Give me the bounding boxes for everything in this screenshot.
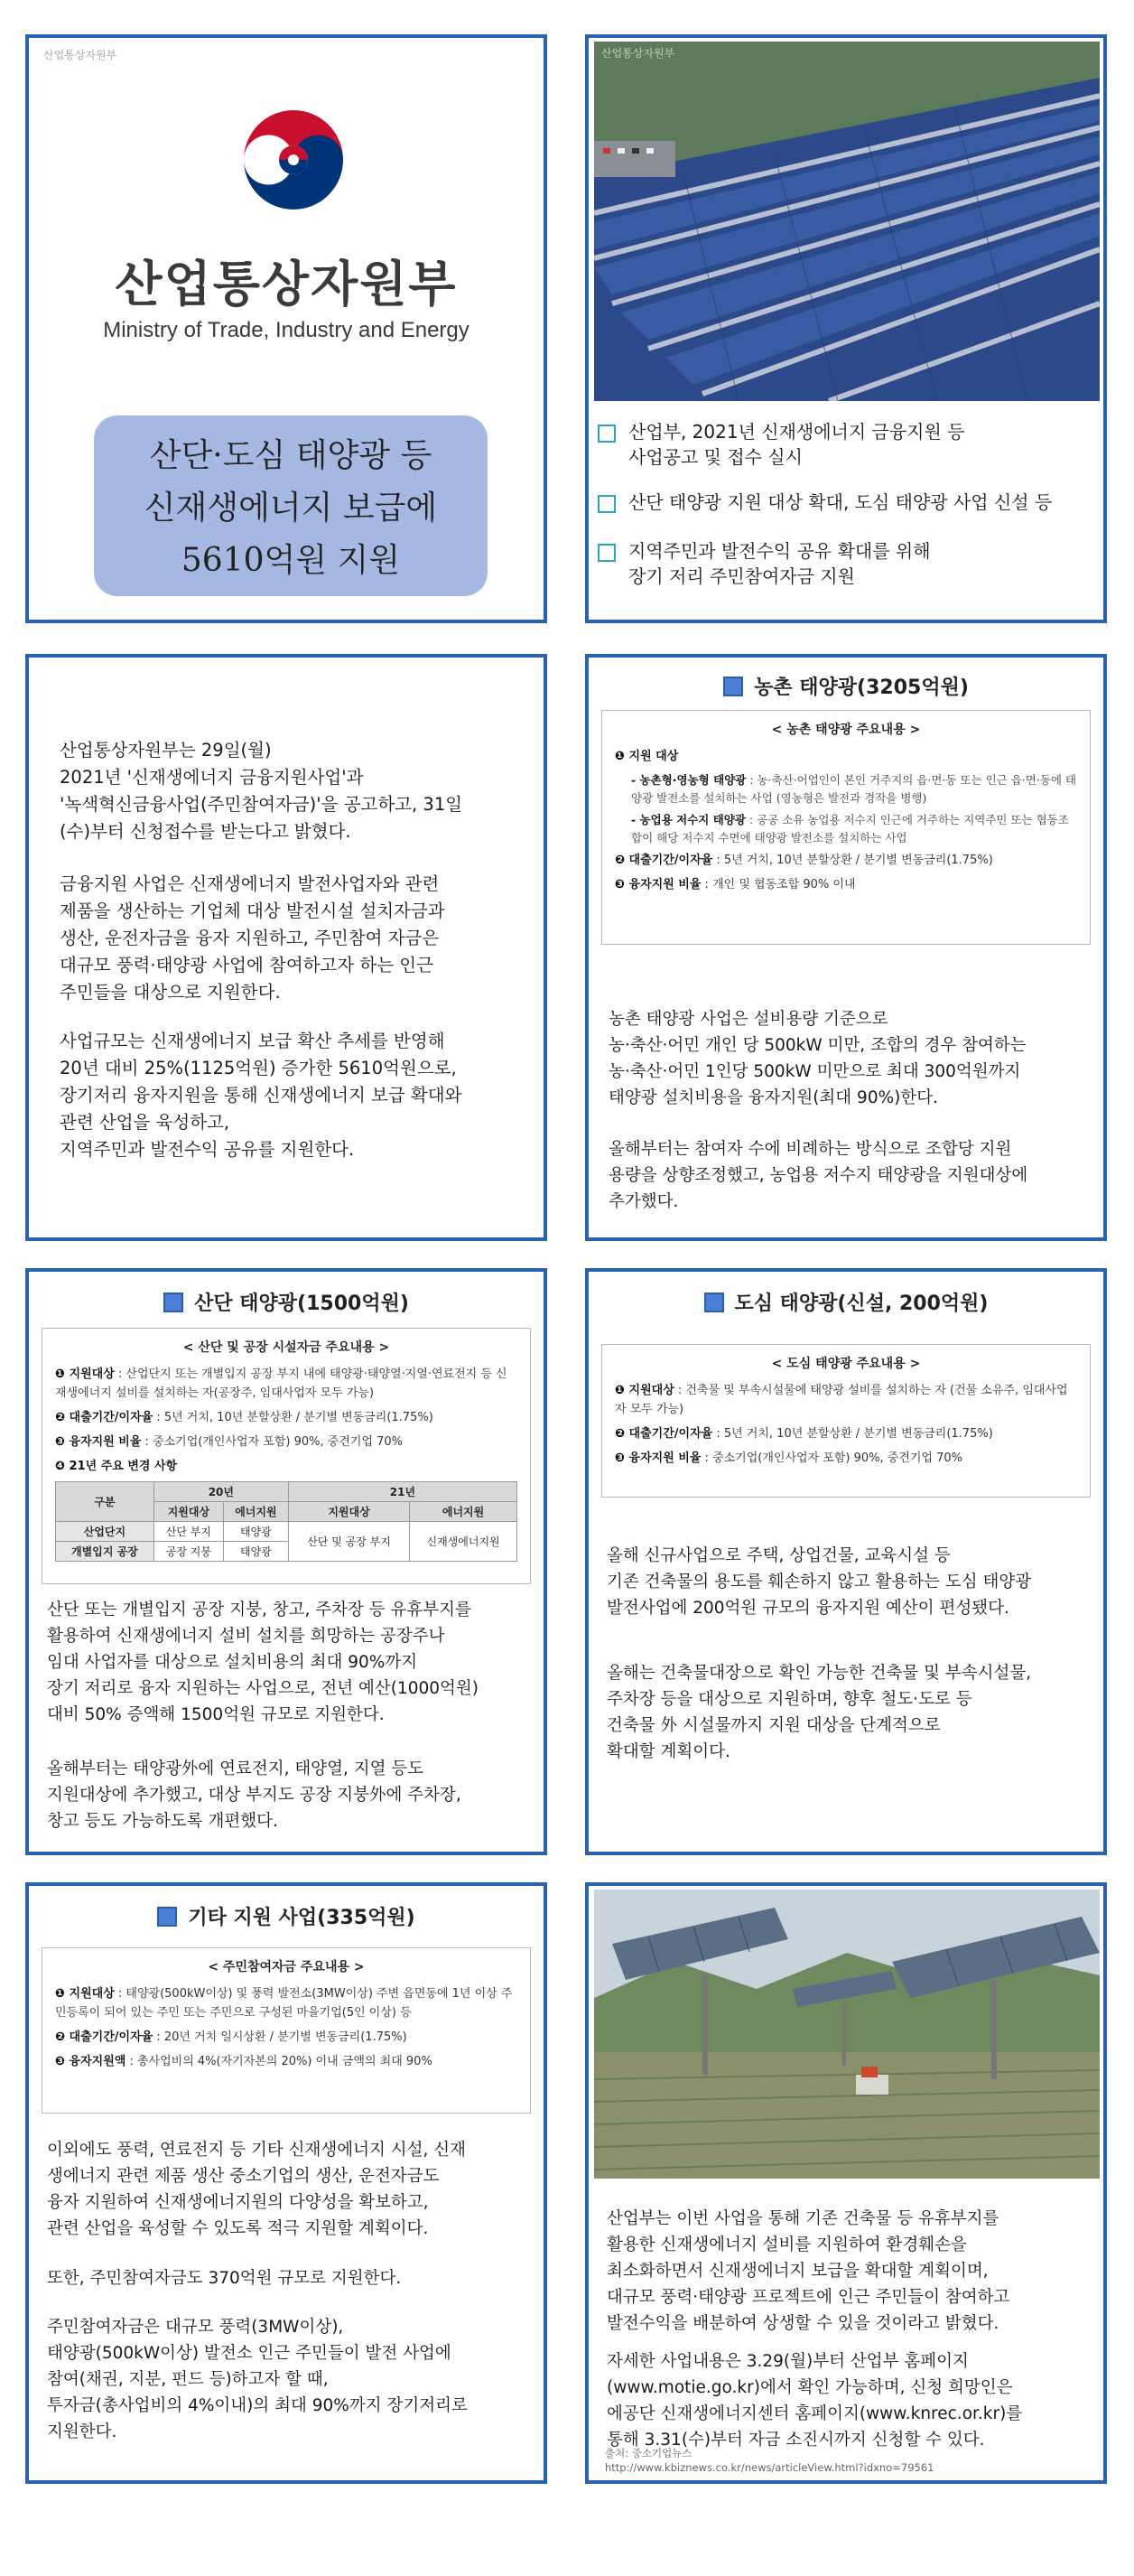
intro-paragraph-2: 금융지원 사업은 신재생에너지 발전사업자와 관련 제품을 생산하는 기업체 대상 발전시설 설치자금과 생산, 운전자금을 융자 지원하고, 주민참여 자금은 대규모 풍력·태양광 사업에 참여하고자 하는 인근 주민들을 대상으로 지원한다. xyxy=(60,873,445,1003)
industrial-section-title: 산단 태양광(1500억원) xyxy=(29,1288,544,1316)
other-paragraph-2: 또한, 주민참여자금도 370억원 규모로 지원한다. xyxy=(47,2269,402,2288)
rural-row-2: ❷ 대출기간/이자율 : 5년 거치, 10년 분할상환 / 분기별 변동금리(1.75%) xyxy=(615,854,993,867)
industrial-solar-card xyxy=(25,1268,547,1855)
source-url: http://www.kbiznews.co.kr/news/articleView.html?idxno=79561 xyxy=(605,2461,934,2474)
summary-bullet-1: 산업부, 2021년 신재생에너지 금융지원 등 사업공고 및 접수 실시 xyxy=(598,419,965,470)
industrial-changes-table: 구분 20년 21년 지원대상 에너지원 지원대상 에너지원 산업단지 산단 부지 태양광 산단 및 공장 부지 신재생에너지원 개별입지 공장 공장 지붕 태양광 xyxy=(55,1481,517,1562)
other-info-box xyxy=(42,1947,531,2114)
cover-tag: 산업통상자원부 xyxy=(43,49,117,61)
closing-paragraph-2: 자세한 사업내용은 3.29(월)부터 산업부 홈페이지 (www.motie.go.kr)에서 확인 가능하며, 신청 희망인은 에공단 신재생에너지센터 홈페이지(www.knrec.or.kr)를 통해 3.31(수)부터 자금 소진시까지 신청할 수 있다. xyxy=(607,2352,1023,2450)
headline-box xyxy=(94,415,488,596)
headline-line-1: 산단·도심 태양광 등 xyxy=(149,437,432,474)
other-section-title: 기타 지원 사업(335억원) xyxy=(29,1902,544,1930)
cover-card xyxy=(25,34,547,623)
rural-section-title: 농촌 태양광(3205억원) xyxy=(589,672,1103,700)
summary-bullet-2: 산단 태양광 지원 대상 확대, 도심 태양광 사업 신설 등 xyxy=(598,490,1052,515)
industrial-box-title: < 산단 및 공장 시설자금 주요내용 > xyxy=(182,1340,390,1355)
intro-paragraph-1: 산업통상자원부는 29일(월) 2021년 '신재생에너지 금융지원사업'과 '녹색혁신금융사업(주민참여자금)'을 공고하고, 31일 (수)부터 신청접수를 받는다고 밝혔다. xyxy=(60,740,463,842)
checkbox-square-icon xyxy=(598,544,616,562)
summary-bullet-3: 지역주민과 발전수익 공유 확대를 위해 장기 저리 주민참여자금 지원 xyxy=(598,538,931,589)
rural-box-title: < 농촌 태양광 주요내용 > xyxy=(771,723,921,737)
industrial-row-3: ❸ 융자지원 비율 : 중소기업(개인사업자 포함) 90%, 중견기업 70% xyxy=(55,1435,404,1449)
blue-square-icon xyxy=(157,1907,177,1927)
closing-card xyxy=(585,1882,1107,2484)
other-box-title: < 주민참여자금 주요내용 > xyxy=(208,1960,365,1974)
intro-paragraph-3: 사업규모는 신재생에너지 보급 확산 추세를 반영해 20년 대비 25%(1125억원) 증가한 5610억원으로, 장기저리 융자지원을 통해 신재생에너지 보급 확대와 관련 산업을 육성하고, 지역주민과 발전수익 공유를 지원한다. xyxy=(60,1031,462,1160)
urban-row-2: ❷ 대출기간/이자율 : 5년 거치, 10년 분할상환 / 분기별 변동금리(1.75%) xyxy=(615,1427,993,1441)
other-paragraph-1: 이외에도 풍력, 연료전지 등 기타 신재생에너지 시설, 신재 생에너지 관련 제품 생산 중소기업의 생산, 운전자금도 융자 지원하여 신재생에너지원의 다양성을 확보하고, 관련 산업을 육성할 수 있도록 적극 지원할 계획이다. xyxy=(47,2141,466,2238)
urban-row-1: ❶ 지원대상 : 건축물 및 부속시설물에 태양광 설비를 설치하는 자 (건물 소유주, 임대사업자 모두 가능) xyxy=(615,1384,1068,1416)
rural-solar-card xyxy=(585,654,1107,1241)
summary-card xyxy=(585,34,1107,623)
urban-paragraph-2: 올해는 건축물대장으로 확인 가능한 건축물 및 부속시설물, 주차장 등을 대상으로 지원하며, 향후 철도·도로 등 건축물 外 시설물까지 지원 대상을 단계적으로 확대할 계획이다. xyxy=(607,1664,1032,1761)
rural-paragraph-2: 올해부터는 참여자 수에 비례하는 방식으로 조합당 지원 용량을 상향조정했고, 농업용 저수지 태양광을 지원대상에 추가했다. xyxy=(609,1140,1028,1211)
urban-box-title: < 도심 태양광 주요내용 > xyxy=(771,1357,921,1371)
industrial-paragraph-1: 산단 또는 개별입지 공장 지붕, 창고, 주차장 등 유휴부지를 활용하여 신재생에너지 설비 설치를 희망하는 공장주나 임대 사업자를 대상으로 설치비용의 최대 90%까지 장기 저리로 융자 지원하는 사업으로, 전년 예산(1000억원) 대비 50% 증액해 1500억원 규모로 지원한다. xyxy=(47,1601,479,1724)
industrial-paragraph-2: 올해부터는 태양광外에 연료전지, 태양열, 지열 등도 지원대상에 추가했고, 대상 부지도 공장 지붕外에 주차장, 창고 등도 가능하도록 개편했다. xyxy=(47,1759,461,1831)
urban-section-title: 도심 태양광(신설, 200억원) xyxy=(589,1288,1103,1316)
other-row-2: ❷ 대출기간/이자율 : 20년 거치 일시상환 / 분기별 변동금리(1.75%) xyxy=(55,2030,407,2044)
blue-square-icon xyxy=(723,677,743,696)
industrial-row-1: ❶ 지원대상 : 산업단지 또는 개별입지 공장 부지 내에 태양광·태양열·지열·연료전지 등 신재생에너지 설비를 설치하는 자(공장주, 임대사업자 모두 가능) xyxy=(55,1367,507,1400)
blue-square-icon xyxy=(163,1293,183,1312)
closing-paragraph-1: 산업부는 이번 사업을 통해 기존 건축물 등 유휴부지를 활용한 신재생에너지 설비를 지원하여 환경훼손을 최소화하면서 신재생에너지 보급을 확대할 계획이며, 대규모 풍력·태양광 프로젝트에 인근 주민들이 참여하고 발전수익을 배분하여 상생할 수 있을 것이라고 밝혔다. xyxy=(607,2209,1010,2333)
urban-solar-card xyxy=(585,1268,1107,1855)
industrial-row-4: ❹ 21년 주요 변경 사항 xyxy=(55,1460,178,1473)
headline-line-3: 5610억원 지원 xyxy=(181,542,401,579)
agrivoltaic-field-photo xyxy=(594,1890,1100,2179)
other-support-card xyxy=(25,1882,547,2484)
other-row-3: ❸ 융자지원액 : 총사업비의 4%(자기자본의 20%) 이내 금액의 최대 90% xyxy=(55,2055,432,2068)
checkbox-square-icon xyxy=(598,495,616,513)
blue-square-icon xyxy=(704,1293,724,1312)
industrial-row-2: ❷ 대출기간/이자율 : 5년 거치, 10년 분할상환 / 분기별 변동금리(1.75%) xyxy=(55,1411,433,1424)
source-label: 출처: 중소기업뉴스 xyxy=(605,2447,692,2459)
headline-line-2: 신재생에너지 보급에 xyxy=(144,490,438,527)
intro-card xyxy=(25,654,547,1241)
rural-info-box xyxy=(601,710,1091,945)
ministry-name-english: Ministry of Trade, Industry and Energy xyxy=(103,318,469,342)
rural-row-3: ❸ 융자지원 비율 : 개인 및 협동조합 90% 이내 xyxy=(615,878,856,891)
industrial-info-box xyxy=(42,1328,531,1584)
taeguk-logo-icon xyxy=(226,92,361,228)
rural-row-1-sub-2: - 농업용 저수지 태양광 : 공공 소유 농업용 저수지 인근에 거주하는 지역주민 또는 협동조합이 해당 저수지 수면에 태양광 발전소를 설치하는 사업 xyxy=(631,813,1069,845)
photo-caption: 산업통상자원부 xyxy=(601,47,675,60)
urban-paragraph-1: 올해 신규사업으로 주택, 상업건물, 교육시설 등 기존 건축물의 용도를 훼손하지 않고 활용하는 도심 태양광 발전사업에 200억원 규모의 융자지원 예산이 편성됐다. xyxy=(607,1546,1032,1618)
other-row-1: ❶ 지원대상 : 태양광(500kW이상) 및 풍력 발전소(3MW이상) 주변 읍면동에 1년 이상 주민등록이 되어 있는 주민 또는 주민으로 구성된 마을기업(5인 이상) 등 xyxy=(55,1987,513,2020)
rural-row-1: ❶ 지원 대상 xyxy=(615,750,679,763)
urban-info-box xyxy=(601,1344,1091,1498)
rural-paragraph-1: 농촌 태양광 사업은 설비용량 기준으로 농·축산·어민 개인 당 500kW 미만, 조합의 경우 참여하는 농·축산·어민 1인당 500kW 미만으로 최대 300억원까지 태양광 설치비용을 융자지원(최대 90%)한다. xyxy=(609,1010,1027,1107)
rural-row-1-sub-1: - 농촌형·영농형 태양광 : 농·축산·어업인이 본인 거주지의 읍·면·동 또는 인근 읍·면·동에 태양광 발전소를 설치하는 사업 (영농형은 발전과 경작을 병행) xyxy=(631,773,1077,805)
urban-row-3: ❸ 융자지원 비율 : 중소기업(개인사업자 포함) 90%, 중견기업 70% xyxy=(615,1451,963,1465)
factory-rooftop-solar-photo xyxy=(594,42,1100,401)
ministry-name-korean: 산업통상자원부 xyxy=(115,256,458,313)
checkbox-square-icon xyxy=(598,425,616,443)
other-paragraph-3: 주민참여자금은 대규모 풍력(3MW이상), 태양광(500kW이상) 발전소 인근 주민들이 발전 사업에 참여(채권, 지분, 펀드 등)하고자 할 때, 투자금(총사업비의 4%이내)의 최대 90%까지 장기저리로 지원한다. xyxy=(47,2318,468,2441)
